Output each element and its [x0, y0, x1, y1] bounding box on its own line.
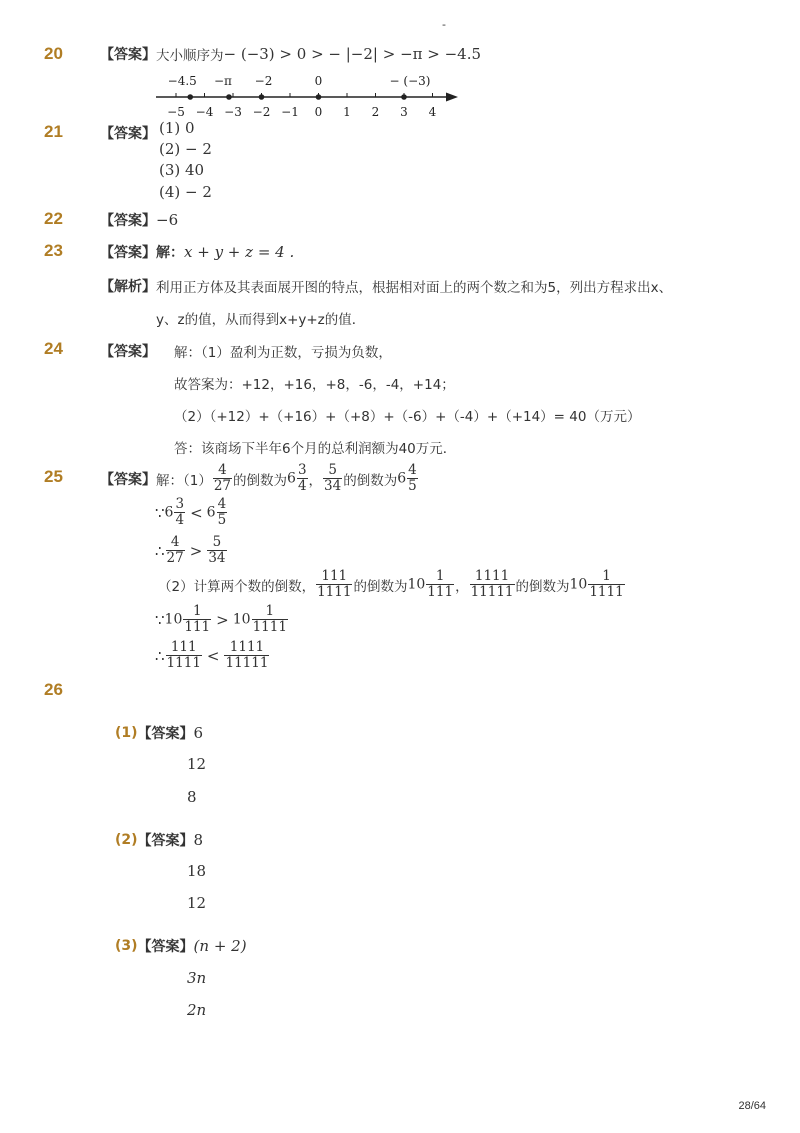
number-line-point-label: −2 [254, 74, 273, 88]
mixed-number-6-3-4: 6 $\frac{3}{4}$ [164, 496, 185, 528]
q23-analysis-line-1 [100, 276, 672, 296]
page-number: 28/64 [738, 1100, 766, 1112]
q26-part-2-value-2: 18 [187, 862, 207, 880]
mixed-number-10-1-1111: 10 $\frac{1}{1111}$ [232, 603, 287, 635]
fraction-111-1111: $\frac{111}{1111}$ [317, 568, 352, 600]
q26-part-3-line [115, 936, 247, 956]
question-number-21: 21 [44, 122, 63, 141]
q23-analysis-text-1: 利用正方体及其表面展开图的特点，根据相对面上的两个数之和为5，列出方程求出x、 [156, 280, 673, 296]
therefore-symbol: ∴ [155, 541, 165, 560]
q26-part-3-value-2: 3n [187, 969, 207, 987]
q21-item-3: (3) 40 [159, 161, 205, 179]
answer-tag: 【答案】 [137, 726, 194, 742]
fraction-5-34: $\frac{5}{34}$ [324, 462, 342, 494]
because-symbol: ∵ [155, 503, 165, 522]
mixed-number-6-4-5: 6 $\frac{4}{5}$ [206, 496, 227, 528]
fraction-5-34: $\frac{5}{34}$ [208, 534, 226, 566]
top-mark: - [442, 18, 446, 31]
q26-part-2-value-3: 12 [187, 894, 207, 912]
answer-tag: 【答案】 [100, 213, 156, 229]
answer-tag: 【答案】 [100, 47, 156, 63]
mixed-number-10-1-111: 10 $\frac{1}{111}$ [164, 603, 211, 635]
q25-line-4: （2）计算两个数的倒数， $\frac{111}{1111}$ 的倒数为 10 $\frac{1}{111}$ ， $\frac{1111}{11111}$ 的倒数为 10 $\frac{1}{1111}$ [158, 568, 624, 600]
number-line-point [316, 94, 322, 100]
q26-part-1-line [115, 723, 203, 743]
answer-tag: 【答案】 [137, 833, 194, 849]
question-number-25: 25 [44, 467, 63, 486]
q26-part-3-value-3: 2n [187, 1001, 207, 1019]
question-number-24: 24 [44, 339, 63, 358]
answer-tag: 【答案】 [100, 344, 156, 360]
therefore-symbol: ∴ [155, 646, 165, 665]
number-line-point [187, 94, 193, 100]
fraction-4-27: $\frac{4}{27}$ [213, 462, 232, 494]
q21-item-2: (2) − 2 [159, 140, 212, 158]
q25-line-5: ∵ 10 $\frac{1}{111}$ > 10 $\frac{1}{1111}$ [155, 603, 287, 635]
number-line-point-label: −π [213, 74, 232, 88]
q25-line-1: 【答案】 解：（1） $\frac{4}{27}$ 的倒数为 6 $\frac{3}{4}$ ， $\frac{5}{34}$ 的倒数为 6 $\frac{4}{5}$ [100, 462, 417, 494]
q21-item-1: (1) 0 [159, 119, 195, 137]
answer-tag: 【答案】 [100, 126, 156, 142]
number-line-tick-label: −2 [252, 105, 271, 119]
q24-line-3: （2）（+12）+（+16）+（+8）+（-6）+（-4）+（+14）= 40（万元） [174, 409, 641, 425]
q24-line-2: 故答案为：+12，+16，+8，-6，-4，+14； [174, 377, 455, 393]
q26-part-2-value-1: 8 [193, 831, 204, 849]
q23-answer-prefix: 解： [156, 245, 184, 261]
q24-line-1: 解：（1）盈利为正数，亏损为负数， [174, 345, 392, 361]
number-line-tick-label: 0 [314, 105, 323, 119]
q20-expression: − (−3) > 0 > − |−2| > −π > −4.5 [223, 45, 482, 63]
q26-part-1-value-3: 8 [187, 788, 197, 806]
q21-item-4: (4) − 2 [159, 183, 212, 201]
number-line-arrow [446, 93, 458, 102]
q22-answer-line [100, 210, 178, 230]
q26-part-3-value-1: (n + 2) [193, 937, 247, 955]
q24-line-4: 答：该商场下半年6个月的总利润额为40万元． [174, 441, 457, 457]
number-line-point [226, 94, 232, 100]
q20-answer-line [100, 44, 481, 64]
fraction-4-27: $\frac{4}{27}$ [166, 534, 184, 566]
q26-part-2-line [115, 830, 203, 850]
mixed-number-10-1-111: 10 $\frac{1}{111}$ [407, 568, 454, 600]
number-line-point [259, 94, 265, 100]
mixed-number-10-1-1111: 10 $\frac{1}{1111}$ [569, 568, 624, 600]
number-line-tick-label: −1 [281, 105, 299, 119]
number-line-point-label: − (−3) [389, 74, 431, 88]
number-line-tick-label: −4 [195, 105, 214, 119]
q25-part2-prefix: （2）计算两个数的倒数， [158, 578, 316, 595]
q26-part-2-label: (2) [115, 832, 138, 848]
number-line-tick-label: 4 [428, 105, 437, 119]
q22-answer: −6 [156, 211, 179, 229]
number-line-point-label: −4.5 [167, 74, 197, 88]
question-number-20: 20 [44, 44, 63, 63]
q25-part1-prefix: 解：（1） [156, 472, 212, 489]
answer-tag: 【答案】 [100, 471, 156, 488]
q25-line-6: ∴ $\frac{111}{1111}$ < $\frac{1111}{11111}$ [155, 639, 269, 671]
number-line-point [401, 94, 407, 100]
q26-part-1-value-2: 12 [187, 755, 207, 773]
mixed-number-6-4-5: 6 $\frac{4}{5}$ [397, 462, 417, 494]
fraction-1111-11111: $\frac{1111}{11111}$ [470, 568, 514, 600]
number-line-tick-label: −5 [167, 105, 185, 119]
q26-part-1-label: (1) [115, 725, 138, 741]
answer-tag: 【答案】 [137, 939, 194, 955]
fraction-1111-11111: $\frac{1111}{11111}$ [225, 639, 269, 671]
q23-analysis-text-2: y、z的值，从而得到x+y+z的值． [156, 312, 366, 328]
q26-part-3-label: (3) [115, 938, 138, 954]
number-line-tick-label: 3 [400, 105, 408, 119]
number-line [150, 68, 470, 122]
number-line-tick-label: 1 [343, 105, 351, 119]
question-number-22: 22 [44, 209, 63, 228]
q23-answer-expression: x + y + z = 4 . [184, 243, 295, 261]
q25-line-3: ∴ $\frac{4}{27}$ > $\frac{5}{34}$ [155, 534, 226, 566]
mixed-number-6-3-4: 6 $\frac{3}{4}$ [287, 462, 307, 494]
number-line-tick-label: 2 [371, 105, 380, 119]
because-symbol: ∵ [155, 610, 165, 629]
answer-tag: 【答案】 [100, 245, 156, 261]
number-line-tick-label: −3 [224, 105, 242, 119]
fraction-111-1111: $\frac{111}{1111}$ [166, 639, 201, 671]
q20-prefix: 大小顺序为 [156, 48, 224, 64]
number-line-point-label: 0 [314, 74, 323, 88]
question-number-23: 23 [44, 241, 63, 260]
q25-line-2: ∵ 6 $\frac{3}{4}$ < 6 $\frac{4}{5}$ [155, 496, 227, 528]
q26-part-1-value-1: 6 [193, 724, 204, 742]
q23-answer-line [100, 242, 294, 262]
question-number-26: 26 [44, 680, 63, 699]
analysis-tag: 【解析】 [100, 279, 156, 295]
